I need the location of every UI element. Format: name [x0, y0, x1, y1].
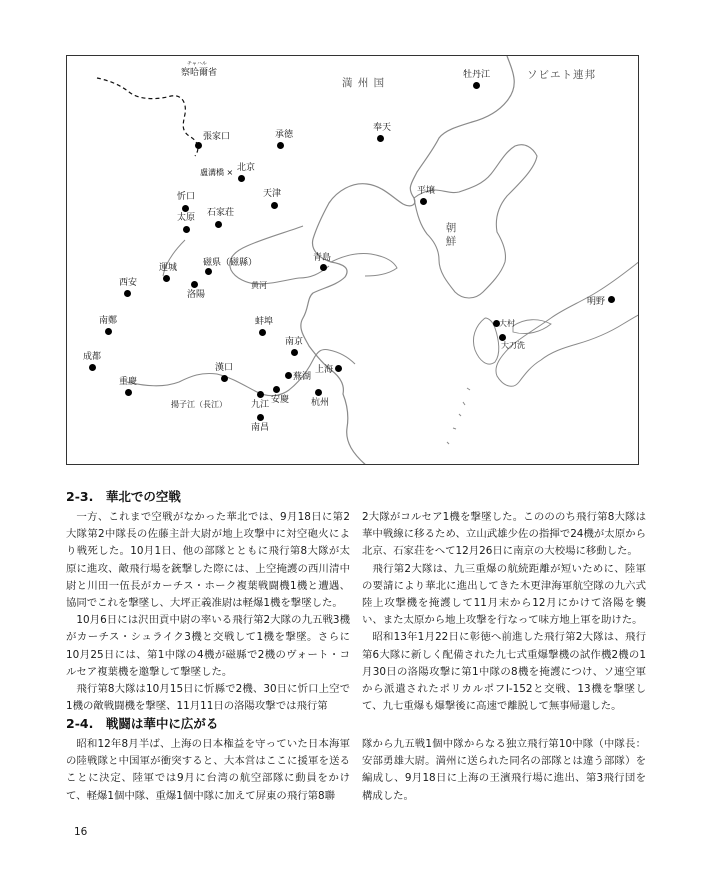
- dot-nanzheng: [105, 328, 112, 335]
- label-tianjin: 天津: [263, 189, 282, 199]
- paragraph: 2大隊がコルセア1機を撃墜した。このののち飛行第8大隊は華中戦線に移るため、立山武雄少佐の指揮で24機が太原から北京、石家荘をへて12月26日に南京の大校場に移動した。: [362, 511, 646, 558]
- section-2-4-left-column: [66, 736, 350, 805]
- shikoku-coastline: [513, 320, 551, 334]
- label-chengdu: 成都: [83, 352, 102, 362]
- label-xian: 西安: [119, 278, 138, 288]
- label-nanzheng: 南鄭: [99, 316, 118, 326]
- paragraph: 飛行第8大隊は10月15日に忻縣で2機、30日に忻口上空で1機の敵戦闘機を撃墜、11月11日の洛陽攻撃では飛行第: [66, 683, 350, 713]
- dot-jiujiang: [257, 391, 264, 398]
- label-cixian: 磁県（磁縣）: [203, 258, 258, 268]
- dot-shijiazhuang: [215, 221, 222, 228]
- label-pyongyang: 平壌: [417, 186, 436, 196]
- dot-chengdu: [89, 364, 96, 371]
- dot-xian: [124, 290, 131, 297]
- dot-luoyang: [191, 281, 198, 288]
- paragraph: 隊から九五戦1個中隊からなる独立飛行第10中隊（中隊長：安部勇雄大尉。満州に送られた同名の部隊とは違う部隊）を編成し、9月18日に上海の王濱飛行場に進出、第3飛行団を構成した。: [362, 738, 646, 802]
- label-shanghai: 上海: [315, 365, 334, 375]
- dot-ohta: [499, 334, 506, 341]
- label-zhangjiakou: 張家口: [203, 132, 231, 142]
- label-nanchang: 南昌: [251, 423, 270, 433]
- paragraph: 昭和12年8月半ば、上海の日本権益を守っていた日本海軍の陸戦隊と中国軍が衝突すると、大本営はここに援軍を送ることに決定、陸軍では9月に台湾の航空部隊に動員をかけて、軽爆1個中隊、重爆1個中隊に加えて屏東の飛行第8聯: [66, 738, 350, 802]
- label-fengtian: 奉天: [373, 123, 392, 133]
- page-number: 16: [74, 826, 88, 838]
- mainland-coastline: [301, 56, 514, 465]
- label-hangzhou: 杭州: [311, 398, 330, 408]
- dot-mudanjiang: [473, 82, 480, 89]
- label-chahar: 察哈爾省: [181, 68, 218, 78]
- dot-yuncheng: [163, 275, 170, 282]
- label-huanghe: 黄河: [251, 281, 267, 290]
- label-anqing: 安慶: [271, 395, 290, 405]
- label-ohta: 大刀洗: [501, 341, 525, 350]
- region-korea: 朝鮮: [444, 222, 457, 249]
- section-2-3-right-column: [362, 509, 646, 715]
- label-yuncheng: 運城: [159, 263, 178, 273]
- dot-xinkou: [182, 205, 189, 212]
- label-shijiazhuang: 石家荘: [207, 208, 235, 218]
- label-hankou: 漢口: [215, 363, 234, 373]
- label-nanjing: 南京: [285, 337, 304, 347]
- label-taiyuan: 太原: [177, 213, 196, 223]
- label-chongqing: 重慶: [119, 377, 138, 387]
- dot-cixian: [205, 268, 212, 275]
- dot-wuhu: [285, 372, 292, 379]
- label-omura: 大村: [499, 319, 515, 328]
- dot-fengtian: [377, 135, 384, 142]
- paragraph: 飛行第2大隊は、九三重爆の航続距離が短いために、陸軍の要請により華北に進出してきた木更津海軍航空隊の九六式陸上攻撃機を掩護して11月末から12月にかけて洛陽を襲い、また太原から地上攻撃を行なって味方地上軍を助けた。: [362, 562, 646, 627]
- section-heading-2-3: 2-3. 華北での空戦: [66, 489, 181, 504]
- dot-zhangjiakou: [195, 142, 202, 149]
- region-manchuria: 満 州 国: [342, 77, 386, 89]
- label-xinkou: 忻口: [177, 192, 196, 202]
- chahar-border: [97, 78, 198, 156]
- map-lines: [67, 56, 639, 465]
- dot-pyongyang: [420, 198, 427, 205]
- label-beijing: 北京: [237, 163, 256, 173]
- dot-taiyuan: [183, 226, 190, 233]
- dot-mingye: [608, 296, 615, 303]
- section-heading-2-4: 2-4. 戦闘は華中に広がる: [66, 716, 219, 731]
- section-2-3-left-column: [66, 509, 350, 715]
- label-mingye: 明野: [587, 297, 606, 307]
- dot-nanjing: [291, 349, 298, 356]
- label-mudanjiang: 牡丹江: [463, 70, 491, 80]
- dot-hangzhou: [315, 389, 322, 396]
- label-chengde: 承徳: [275, 130, 294, 140]
- dot-chengde: [277, 142, 284, 149]
- label-lugouqiao: 盧溝橋 ×: [200, 168, 234, 177]
- dot-bengbu: [259, 329, 266, 336]
- dot-qingdao: [320, 264, 327, 271]
- paragraph: 昭和13年1月22日に彰徳へ前進した飛行第2大隊は、飛行第6大隊に新しく配備された九七式重爆撃機の試作機2機の1月30日の洛陽攻撃に第1中隊の8機を掩護につけ、ソ連空軍から派遣されたポリカルポフI-152と交戦、13機を撃墜して、九七重爆も爆撃後に高速で離脱して無事帰還した。: [362, 631, 646, 713]
- label-wuhu: 蕪湖: [293, 372, 312, 382]
- dot-shanghai: [335, 365, 342, 372]
- dot-tianjin: [271, 202, 278, 209]
- korea-coastline: [414, 145, 537, 298]
- historical-map: [66, 55, 639, 465]
- dot-anqing: [273, 386, 280, 393]
- ryukyu-islands: [447, 388, 470, 444]
- label-qingdao: 青島: [313, 253, 332, 263]
- label-bengbu: 蚌埠: [255, 317, 274, 327]
- region-soviet: ソビエト連邦: [527, 69, 596, 81]
- paragraph: 一方、これまで空戦がなかった華北では、9月18日に第2大隊第2中隊長の佐藤主計大尉が地上攻撃中に対空砲火により戦死した。10月1日、他の部隊とともに飛行第8大隊が太原に進攻、敵飛行場を銃撃した際には、上空掩護の西川清中尉と川田一伍長がカーチス・ホーク複葉戦闘機1機と遭遇、協同でこれを撃墜し、大坪正義准尉は軽爆1機を撃墜した。: [66, 511, 350, 610]
- dot-nanchang: [257, 414, 264, 421]
- dot-beijing: [238, 175, 245, 182]
- paragraph: 10月6日には沢田貢中尉の率いる飛行第2大隊の九五戦3機がカーチス・シュライク3機と交戦して1機を撃墜。さらに10月25日には、第1中隊の4機が磁縣で2機のヴォート・コルセア複葉機を邀撃して撃墜した。: [66, 614, 350, 678]
- dot-hankou: [221, 375, 228, 382]
- label-chahar-ruby: チャハル: [187, 61, 207, 67]
- label-jiujiang: 九江: [251, 400, 270, 410]
- dot-chongqing: [125, 389, 132, 396]
- label-luoyang: 洛陽: [187, 290, 206, 300]
- label-yangtze: 揚子江（長江）: [171, 400, 227, 409]
- section-2-4-right-column: [362, 736, 646, 805]
